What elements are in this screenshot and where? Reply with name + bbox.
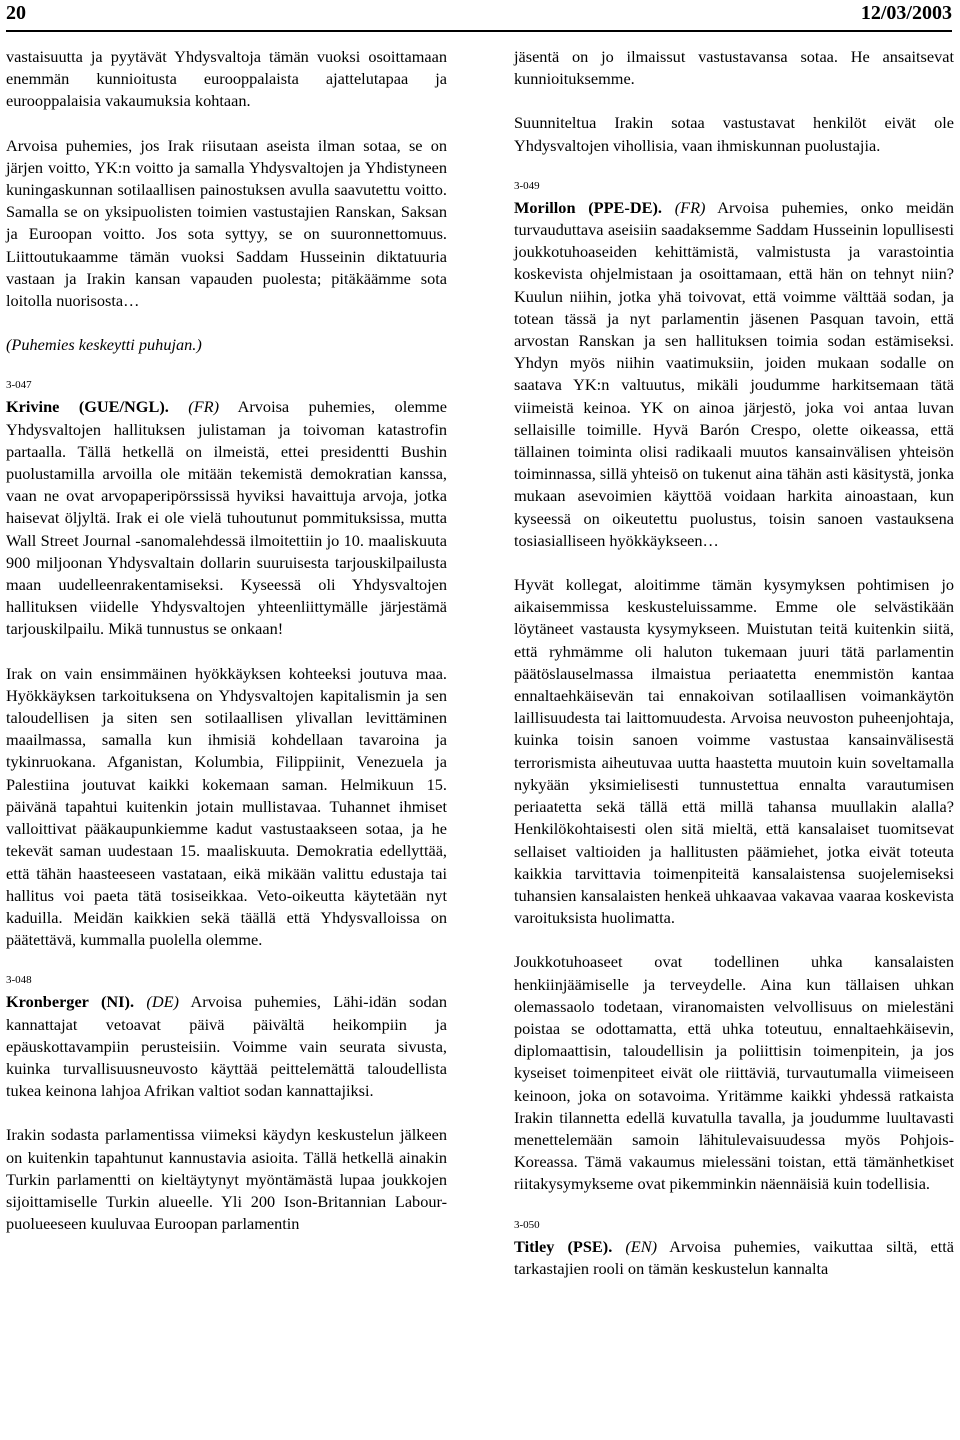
interruption-note: (Puhemies keskeytti puhujan.)	[6, 335, 202, 355]
paragraph: vastaisuutta ja pyytävät Yhdysvaltoja tämän vuoksi osoittamaan enemmän kunnioitusta eurooppalaista ajattelutapaa ja eurooppalaisia vakaumuksia kohtaan.	[6, 47, 447, 111]
paragraph: Joukkotuhoaseet ovat todellinen uhka kansalaisten henkiinjäämiselle ja terveydelle. Aina kun tällaisen uhkan olemassaolo todetaan, viranomaisten velvollisuus on mielestäni poistaa se odottamatta, että uhka toteutuu, ennaltaehkäisevin, diplomaattisin, taloudellisin ja poliittisin toimenpitein, ja jos kyseiset toimenpiteet eivät ole riittäviä, turvautumalla viimeiseen keinoon, joka on sotavoima. Yritämme kaikki yhdessä ratkaista Irakin tilannetta edellä kuvatulla tavalla, ja joudumme luultavasti menettelemään samoin lähitulevaisuudessa myös Pohjois-Koreassa. Tämä vakaumus mielessäni toistan, että tämänhetkiset riitakysymykseme ovat pikemminkin näennäisiä kuin todellisia.	[514, 952, 954, 1194]
speech-paragraph	[514, 197, 954, 552]
speech-reference: 3-047	[6, 379, 32, 392]
right-column	[514, 46, 954, 1302]
page-header	[6, 0, 952, 32]
speaker-name: Kronberger (NI).	[6, 992, 135, 1012]
language-tag: (FR)	[188, 397, 220, 417]
speech-reference: 3-049	[514, 179, 540, 192]
page-date: 12/03/2003	[860, 2, 952, 24]
speaker-name: Titley (PSE).	[514, 1236, 613, 1256]
speech-paragraph	[6, 991, 447, 1102]
paragraph: jäsentä on jo ilmaissut vastustavansa sotaa. He ansaitsevat kunnioituksemme.	[514, 47, 954, 89]
speech-paragraph	[6, 396, 447, 640]
speech-paragraph	[514, 1236, 954, 1280]
left-column	[6, 46, 447, 1257]
speech-text: Arvoisa puhemies, onko meidän turvauduttava aseisiin saadaksemme Saddam Husseinin lopullisesti joukkotuhoaseiden kehittämistä, valmistusta ja varastointia koskevista ohjelmistaan ja osoittamaan, että hän on tehnyt niin? Kuulun niihin, jotka yhä toivovat, että voimme välttää sodan, ja totean tässä ja nyt parlamentin jäsenen Pasquan tavoin, että arvostan Ranskan ja sen hallituksen toimia sodan estämiseksi. Yhdyn myös niihin vaatimuksiin, joiden mukaan sodalle on saatava YK:n valtuutus, mikäli joudumme harkitsemaan tätä viimeistä keinoa. YK on ainoa järjestö, joka voi antaa luvan sellaisille toimille. Hyvä Barón Crespo, olette oikeassa, että tällainen toiminta olisi radikaali muutos kansainvälisen yhteisön toiminnassa, sillä yhteisö on tukenut aina tähän asti käsitystä, jonka mukaan asevoimien käyttöä voidaan harkita ainoastaan, kun kyseessä on oikeutettu puolustus, toisin sanoen vastauksena tosiasialliseen hyökkäykseen…	[514, 197, 954, 550]
paragraph: Hyvät kollegat, aloitimme tämän kysymyksen pohtimisen jo aikaisemmissa keskusteluissamme. Emme ole selvästikään löytäneet vastausta kysymykseen. Muistutan teitä kuitenkin siitä, että ryhmämme oli haluton tukemaan juuri tätä parlamentin päätöslauselmassa ilmaistua periaatetta enemmistön kantaa ennaltaehkäisevän tai ennakoivan sotilaallisen voimankäytön laillisuudesta tai laittomuudesta. Arvoisa neuvoston puheenjohtaja, kuinka toisin sanoen voimme vastustaa kansainvälisestä terrorismista aiheutuvaa uutta haastetta muutoin kuin soveltamalla nykyään yksimielisesti tunnustettua ennalta varautumisen periaatetta sekä tällä että millä tahansa muullakin alalla? Henkilökohtaisesti olen sitä mieltä, että kansalaiset tuomitsevat sellaiset valtioiden ja hallitusten päämiehet, jotka eivät toteuta kaikkia tarvittavia toimenpiteitä kansalaistensa suojelemiseksi tuhansien kansalaisten henkeä uhkaavaa vakavaa vaaraa koskevista varoituksista huolimatta.	[514, 575, 954, 928]
speech-text: Arvoisa puhemies, vaikuttaa siltä, että tarkastajien rooli on tämän keskustelun kannalta	[514, 1236, 955, 1278]
speech-reference: 3-048	[6, 974, 32, 987]
language-tag: (EN)	[625, 1236, 658, 1256]
speech-text: Arvoisa puhemies, olemme Yhdysvaltojen hallituksen julistaman ja toivoman katastrofin partaalla. Tällä hetkellä on ilmeistä, ettei presidentti Bushin puolustamilla arvoilla ole mitään tekemistä demokratian kanssa, vaan ne ovat arvopaperipörssissä hyviksi havaittuja arvoja, jotka haisevat öljyltä. Irak ei ole vielä tuhoutunut pommituksissa, mutta Wall Street Journal ‑sanomalehdessä ilmoitettiin jo 10. maaliskuuta 900 miljoonan Yhdysvaltain dollarin suuruisesta tarjouskilpailusta maan uudelleenrakentamiseksi. Kyseessä oli Yhdysvaltojen hallituksen viidelle Yhdysvaltojen yhteenliittymälle järjestämä tarjouskilpailu. Mikä tunnustus se onkaan!	[6, 397, 447, 639]
paragraph: Irakin sodasta parlamentissa viimeksi käydyn keskustelun jälkeen on kuitenkin tapahtunut kannustavia asioita. Tällä hetkellä ainakin Turkin parlamentti on kieltäytynyt myöntämästä lupaa joukkojen sijoittamiselle Turkin alueelle. Yli 200 Ison-Britannian Labour-puolueeseen kuuluvaa Euroopan parlamentin	[6, 1125, 447, 1234]
language-tag: (FR)	[674, 197, 706, 217]
speaker-name: Krivine (GUE/NGL).	[6, 397, 169, 417]
page-number: 20	[6, 2, 26, 24]
paragraph: Irak on vain ensimmäinen hyökkäyksen kohteeksi joutuva maa. Hyökkäyksen tarkoituksena on Yhdysvaltojen kapitalismin ja sen taloudellisen ja siten sen sotilaallisen ylivallan levittäminen maailmassa, samalla kun ihmisiä kohdellaan tavaroina ja tykinruokana. Afganistan, Kolumbia, Filippiinit, Venezuela ja Palestiina joutuvat kaikki kokemaan saman. Helmikuun 15. päivänä tapahtui kuitenkin jotain mullistavaa. Tuhannet ihmiset valloittivat pääkaupunkiemme kadut vastustaakseen sotaa, ja he tekevät saman uudestaan 15. maaliskuuta. Demokratia edellyttää, että tähän haasteeseen vastataan, eikä mikään valittu edustaja tai hallitus voi paeta tätä tosiseikkaa. Veto-oikeutta käytetään nyt kaduilla. Meidän kaikkien sekä täällä että Yhdysvalloissa on päätettävä, kummalla puolella olemme.	[6, 663, 447, 950]
speech-text: Arvoisa puhemies, Lähi-idän sodan kannattajat vetoavat päivä päivältä heikompiin ja epäuskottavampiin perusteisiin. Voimme vain seurata sivusta, kuinka turvallisuusneuvosto käyttää peittelemättä taloudellista tukea keinona lahjoa Afrikan valtiot sodan kannattajiksi.	[6, 992, 447, 1101]
paragraph: Suunniteltua Irakin sotaa vastustavat henkilöt eivät ole Yhdysvaltojen vihollisia, vaan ihmiskunnan puolustajia.	[514, 113, 954, 155]
language-tag: (DE)	[146, 992, 179, 1012]
speaker-name: Morillon (PPE-DE).	[514, 197, 662, 217]
paragraph: Arvoisa puhemies, jos Irak riisutaan aseista ilman sotaa, se on järjen voitto, YK:n voitto ja samalla Yhdysvaltojen ja Yhdistyneen kuningaskunnan sotilaallisen painostuksen avulla saavutettu voitto. Samalla se on yksipuolisten toimien vastustajien Ranskan, Saksan ja Euroopan voitto. Jos sota syttyy, se on suuronnettomuus. Liittoutukaamme tämän vuoksi Saddam Husseinin diktatuuria vastaan ja Irakin kansan vapauden puolesta; pitäkäämme sota loitolla nuorisosta…	[6, 135, 447, 311]
speech-reference: 3-050	[514, 1218, 540, 1231]
